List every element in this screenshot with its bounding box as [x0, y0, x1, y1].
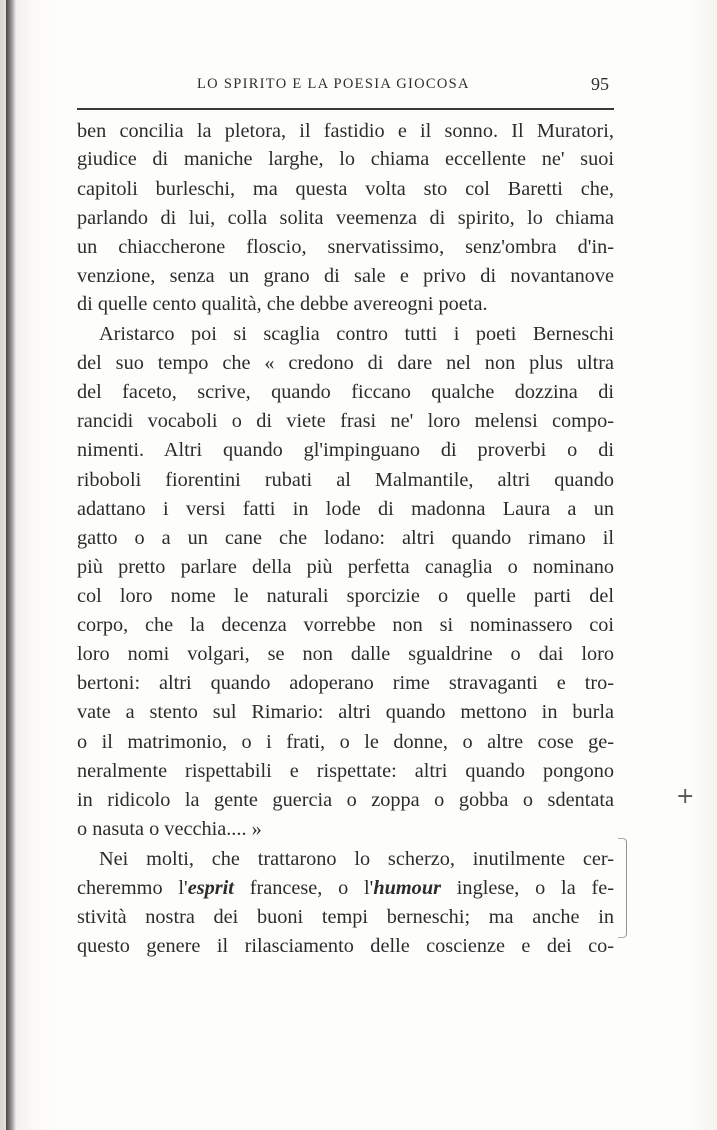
text-line: gatto o a un cane che lodano: altri quando rimano il: [77, 527, 614, 549]
text-line: vate a stento sul Rimario: altri quando mettono in burla: [77, 701, 614, 723]
text-line: o il matrimonio, o i frati, o le donne, o altre cose ge-: [77, 731, 614, 753]
text-line: del suo tempo che « credono di dare nel non plus ultra: [77, 352, 614, 374]
page-spine-shadow: [6, 0, 16, 1130]
text-line: loro nomi volgari, se non dalle sgualdrine o dai loro: [77, 643, 614, 665]
text-line: un chiaccherone floscio, snervatissimo, senz'ombra d'in-: [77, 236, 614, 258]
running-title: LO SPIRITO E LA POESIA GIOCOSA: [197, 76, 470, 92]
text-line: del faceto, scrive, quando ficcano qualche dozzina di: [77, 381, 614, 403]
paragraph-first-line: Aristarco poi si scaglia contro tutti i poeti Berneschi: [99, 323, 614, 345]
margin-bracket-mark: [618, 838, 627, 938]
text-line: corpo, che la decenza vorrebbe non si nominassero coi: [77, 614, 614, 636]
text-line: in ridicolo la gente guercia o zoppa o gobba o sdentata: [77, 789, 614, 811]
text-run: francese, o l': [233, 877, 374, 899]
text-line: neralmente rispettabili e rispettate: altri quando pongono: [77, 760, 614, 782]
paragraph-first-line: Nei molti, che trattarono lo scherzo, inutilmente cer-: [99, 848, 614, 870]
text-line: ben concilia la pletora, il fastidio e il sonno. Il Muratori,: [77, 120, 614, 142]
text-run: cheremmo l': [77, 877, 188, 899]
text-line: venzione, senza un grano di sale e privo di novantanove: [77, 265, 614, 287]
text-line: più pretto parlare della più perfetta canaglia o nominano: [77, 556, 614, 578]
text-line: capitoli burleschi, ma questa volta sto col Baretti che,: [77, 178, 614, 200]
page-number: 95: [591, 74, 609, 94]
text-line: o nasuta o vecchia.... »: [77, 818, 262, 840]
margin-cross-mark: +: [676, 784, 695, 809]
text-line: col loro nome le naturali sporcizie o quelle parti del: [77, 585, 614, 607]
text-line: adattano i versi fatti in lode di madonna Laura a un: [77, 498, 614, 520]
header-rule: [77, 108, 614, 110]
text-line: rancidi vocaboli o di viete frasi ne' loro melensi compo-: [77, 410, 614, 432]
text-line: di quelle cento qualità, che debbe avereogni poeta.: [77, 293, 488, 315]
italic-word: humour: [373, 877, 441, 899]
text-line: riboboli fiorentini rubati al Malmantile, altri quando: [77, 469, 614, 491]
text-line: questo genere il rilasciamento delle coscienze e dei co-: [77, 935, 614, 957]
italic-word: esprit: [187, 877, 234, 899]
text-line: nimenti. Altri quando gl'impinguano di proverbi o di: [77, 439, 614, 461]
text-line: giudice di maniche larghe, lo chiama eccellente ne' suoi: [77, 148, 614, 170]
text-run: inglese, o la fe-: [441, 877, 614, 899]
text-line: parlando di lui, colla solita veemenza di spirito, lo chiama: [77, 207, 614, 229]
text-line-with-italics: [77, 874, 614, 902]
text-line: stività nostra dei buoni tempi berneschi; ma anche in: [77, 906, 614, 928]
text-line: bertoni: altri quando adoperano rime stravaganti e tro-: [77, 672, 614, 694]
